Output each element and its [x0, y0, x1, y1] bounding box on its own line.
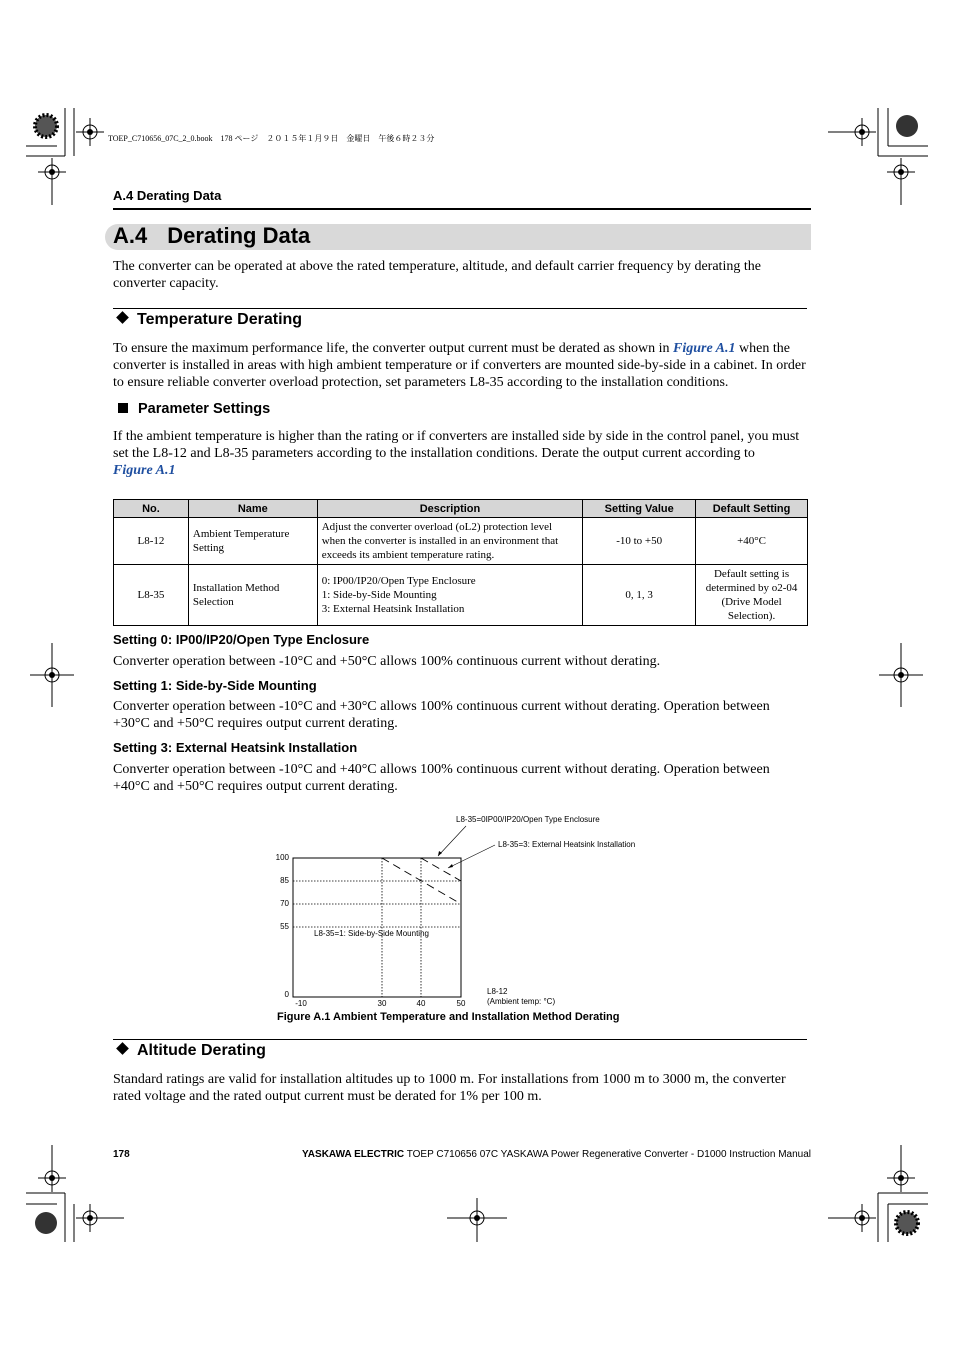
y-tick-label: 70 — [280, 899, 289, 908]
param-default: +40°C — [696, 518, 808, 565]
setting-3-text: Converter operation between -10°C and +40°C allows 100% continuous current without derating. Operation between +40°C and +50°C requires output current derating. — [113, 762, 770, 794]
setting-3-heading: Setting 3: External Heatsink Installation — [113, 740, 358, 755]
param-setting-value: 0, 1, 3 — [583, 565, 696, 626]
intro-paragraph: The converter can be operated at above the rated temperature, altitude, and default carrier frequency by derating the converter capacity. — [113, 259, 761, 291]
altitude-paragraph: Standard ratings are valid for installation altitudes up to 1000 m. For installations from 1000 m to 3000 m, the converter rated voltage and the rated output current must be derated for 1% per 100 m. — [113, 1072, 786, 1104]
figure-caption: Figure A.1 Ambient Temperature and Installation Method Derating — [277, 1011, 620, 1023]
footer-manual: TOEP C710656 07C YASKAWA Power Regenerative Converter - D1000 Instruction Manual — [404, 1149, 811, 1160]
series-line-external-heatsink — [421, 858, 461, 881]
y-tick-label: 55 — [280, 922, 289, 931]
x-axis-sublabel: (Ambient temp: °C) — [487, 997, 556, 1006]
leader-arrow — [448, 864, 453, 868]
plot-frame — [293, 858, 461, 997]
footer-brand: YASKAWA ELECTRIC — [302, 1149, 405, 1160]
column-header: Setting Value — [583, 500, 696, 518]
description-line: 3: External Heatsink Installation — [321, 603, 465, 615]
param-setting-value: -10 to +50 — [583, 518, 696, 565]
setting-1-heading: Setting 1: Side-by-Side Mounting — [113, 678, 317, 693]
column-header: Name — [188, 500, 317, 518]
param-default: Default setting is determined by o2-04 (Drive Model Selection). — [696, 565, 808, 626]
series-label-side-by-side: L8-35=1: Side-by-Side Mounting — [314, 929, 429, 938]
temperature-text-a: To ensure the maximum performance life, the converter output current must be derated as shown in — [113, 341, 673, 356]
parameter-settings-text: If the ambient temperature is higher than the rating or if converters are installed side by side in the control panel, you must set the L8-12 and L8-35 parameters according to the installation conditions. Derate the output current according to — [113, 429, 800, 461]
figure-a1-link-2[interactable]: Figure A.1 — [113, 463, 176, 478]
section-rule-2 — [113, 1039, 807, 1040]
description-line: 1: Side-by-Side Mounting — [321, 589, 437, 601]
param-name: Installation Method Selection — [188, 565, 317, 626]
x-tick-label: 30 — [377, 999, 387, 1008]
series-label-external-heatsink: L8-35=3: External Heatsink Installation — [498, 840, 636, 849]
leader-line — [448, 845, 495, 868]
column-header: Description — [317, 500, 583, 518]
param-name: Ambient Temperature Setting — [188, 518, 317, 565]
title-text: Derating Data — [167, 223, 311, 248]
page-number: 178 — [113, 1149, 130, 1160]
leader-line — [438, 826, 466, 856]
altitude-heading-text: Altitude Derating — [137, 1042, 266, 1059]
y-tick-label: 100 — [275, 853, 289, 862]
temperature-text-b: when the converter is installed in areas with high ambient temperature or if converters are mounted side-by-side in a cabinet. In order to ensure reliable converter overload protection, set parameters L8-35 according to the installation conditions. — [113, 341, 806, 390]
setting-0-text: Converter operation between -10°C and +50°C allows 100% continuous current without derating. — [113, 654, 661, 669]
diamond-icon — [116, 1042, 129, 1055]
footer-text — [302, 1149, 811, 1160]
altitude-heading — [118, 1042, 266, 1060]
leader-arrow — [438, 851, 442, 856]
title-number: A.4 — [113, 223, 148, 248]
setting-1-text: Converter operation between -10°C and +30°C allows 100% continuous current without derating. Operation between +30°C and +50°C requires output current derating. — [113, 699, 770, 731]
y-tick-label: 0 — [284, 990, 289, 999]
param-number: L8-35 — [114, 565, 189, 626]
parameter-settings-heading-text: Parameter Settings — [138, 401, 271, 417]
series-label-open-type: L8-35=0IP00/IP20/Open Type Enclosure — [456, 815, 600, 824]
column-header: Default Setting — [696, 500, 808, 518]
running-header: A.4 Derating Data — [113, 188, 222, 203]
setting-0-heading: Setting 0: IP00/IP20/Open Type Enclosure — [113, 632, 370, 647]
temperature-heading-text: Temperature Derating — [137, 311, 303, 328]
description-line: 0: IP00/IP20/Open Type Enclosure — [321, 575, 476, 587]
param-description: Adjust the converter overload (oL2) protection level when the converter is installed in an environment that exceeds its ambient temperature rating. — [317, 518, 583, 565]
param-number: L8-12 — [114, 518, 189, 565]
print-header: TOEP_C710656_07C_2_0.book 178 ページ ２０１５年１月９日 金曜日 午後６時２３分 — [108, 134, 435, 143]
x-tick-label: -10 — [295, 999, 307, 1008]
x-tick-label: 40 — [416, 999, 426, 1008]
figure-a1-link[interactable]: Figure A.1 — [673, 341, 736, 356]
x-tick-label: 50 — [456, 999, 466, 1008]
x-axis-label: L8-12 — [487, 987, 508, 996]
column-header: No. — [114, 500, 189, 518]
y-tick-label: 85 — [280, 876, 289, 885]
